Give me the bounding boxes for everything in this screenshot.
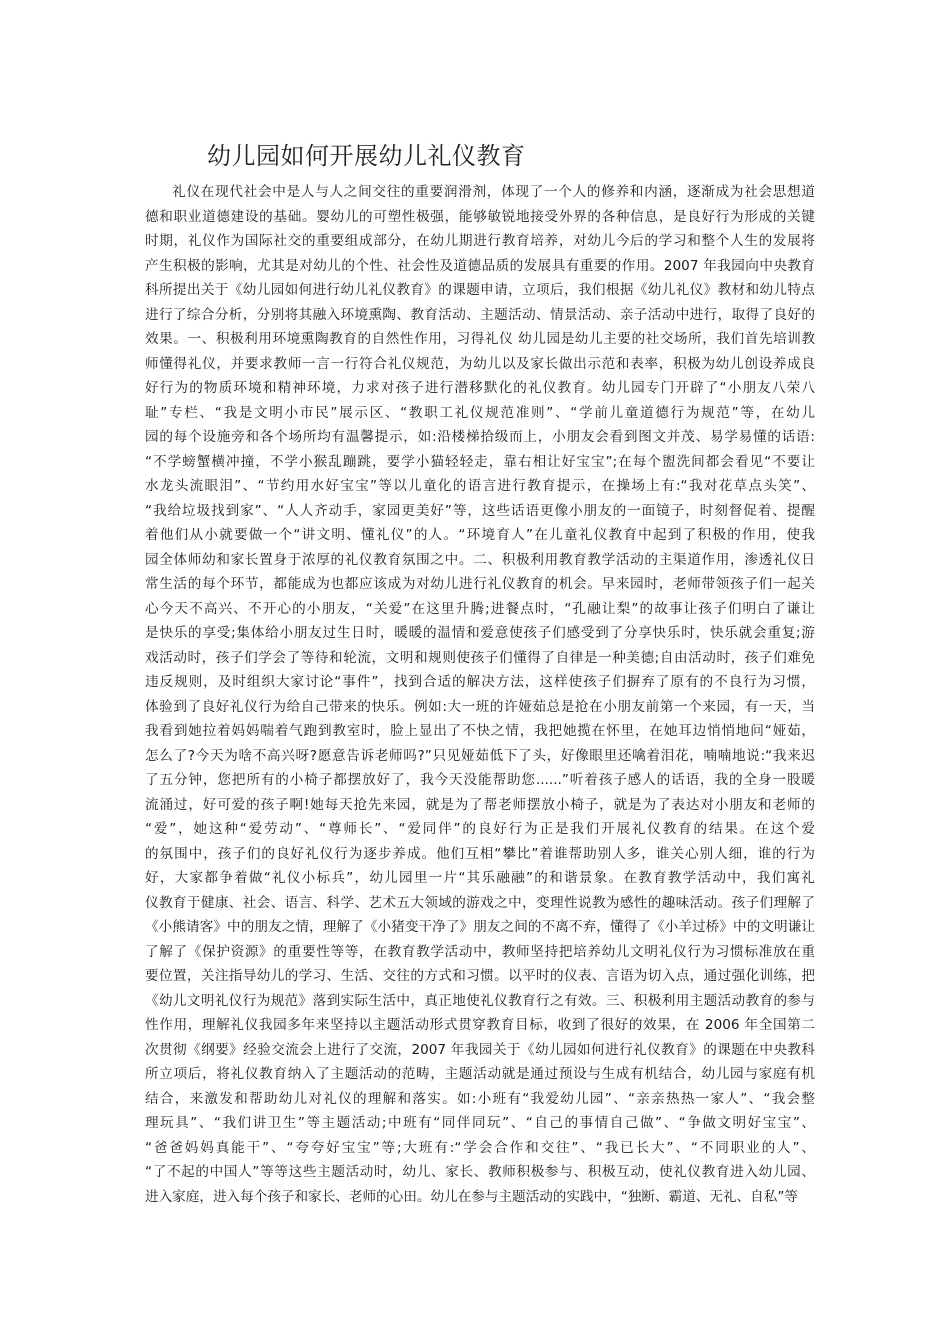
body-text-line: 戏活动时，孩子们学会了等待和轮流，文明和规则使孩子们懂得了自律是一种美德;自由活动时，孩子们难免 [145, 649, 815, 666]
body-text-line: 结合，来激发和帮助幼儿对礼仪的理解和落实。如:小班有“我爱幼儿园”、“亲亲热热一家人”、“我会整 [145, 1090, 815, 1107]
body-text-line: 体验到了良好礼仪行为给自己带来的快乐。例如:大一班的许娅茹总是抢在小朋友前第一个来园，有一天，当 [145, 698, 815, 715]
body-text-line: 仪教育于健康、社会、语言、科学、艺术五大领域的游戏之中，变理性说教为感性的趣味活动。孩子们理解了 [145, 894, 815, 911]
body-text-line: “爸爸妈妈真能干”、“夸夸好宝宝”等;大班有:“学会合作和交往”、“我已长大”、“不同职业的人”、 [145, 1139, 815, 1156]
body-text-line: “了不起的中国人”等等这些主题活动时，幼儿、家长、教师积极参与、积极互动，使礼仪教育进入幼儿园、 [145, 1164, 815, 1180]
body-text-line: 师懂得礼仪，并要求教师一言一行符合礼仪规范，为幼儿以及家长做出示范和表率，积极为幼儿创设养成良 [145, 355, 815, 372]
body-text-line: 耻”专栏、“我是文明小市民”展示区、“教职工礼仪规范准则”、“学前儿童道德行为规范”等，在幼儿 [145, 404, 815, 421]
body-text-line: 怎么了?今天为啥不高兴呀?愿意告诉老师吗?”只见娅茹低下了头，好像眼里还噙着泪花，喃喃地说:“我来迟 [145, 747, 815, 764]
body-text-line: 水龙头流眼泪”、“节约用水好宝宝”等以儿童化的语言进行教育提示，在操场上有:“我对花草点头笑”、 [145, 478, 815, 494]
body-text-line: 常生活的每个环节，都能成为也都应该成为对幼儿进行礼仪教育的机会。早来园时，老师带领孩子们一起关 [145, 576, 815, 592]
body-text-line: 进行了综合分析，分别将其融入环境熏陶、教育活动、主题活动、情景活动、亲子活动中进行，取得了良好的 [145, 306, 815, 323]
body-text-line: 好，大家都争着做“礼仪小标兵”，幼儿园里一片“其乐融融”的和谐景象。在教育教学活动中，我们寓礼 [145, 870, 815, 886]
body-text-line: 性作用，理解礼仪我园多年来坚持以主题活动形式贯穿教育目标，收到了很好的效果，在 2006 年全国第二 [145, 1017, 815, 1033]
document-body [145, 180, 815, 1209]
body-text-line: “不学螃蟹横冲撞，不学小猴乱蹦跳，要学小猫轻轻走，靠右相让好宝宝”;在每个盥洗间都会看见“不要让 [145, 453, 815, 470]
body-text-line: 《小熊请客》中的朋友之情，理解了《小猪变干净了》朋友之间的不离不弃，懂得了《小羊过桥》中的文明谦让 [145, 919, 815, 935]
body-text-line: 流涌过，好可爱的孩子啊!她每天抢先来园，就是为了帮老师摆放小椅子，就是为了表达对小朋友和老师的 [145, 796, 815, 813]
body-text-line: 礼仪在现代社会中是人与人之间交往的重要润滑剂，体现了一个人的修养和内涵，逐渐成为社会思想道 [172, 184, 815, 200]
body-text-line: 好行为的物质环境和精神环境，力求对孩子进行潜移默化的礼仪教育。幼儿园专门开辟了“小朋友八荣八 [145, 380, 815, 396]
body-text-line: 园全体师幼和家长置身于浓厚的礼仪教育氛围之中。二、积极利用教育教学活动的主渠道作用，渗透礼仪日 [145, 551, 815, 568]
body-text-line: 科所提出关于《幼儿园如何进行幼儿礼仪教育》的课题申请，立项后，我们根据《幼儿礼仪》教材和幼儿特点 [145, 282, 815, 298]
body-text-line: 着他们从小就要做一个“讲文明、懂礼仪”的人。“环境育人”在儿童礼仪教育中起到了积极的作用，使我 [145, 527, 815, 543]
body-text-line: 是快乐的享受;集体给小朋友过生日时，暖暖的温情和爱意使孩子们感受到了分享快乐时，快乐就会重复;游 [145, 625, 815, 641]
body-text-line: 了解了《保护资源》的重要性等等，在教育教学活动中，教师坚持把培养幼儿文明礼仪行为习惯标准放在重 [145, 943, 815, 960]
body-text-line: 进入家庭，进入每个孩子和家长、老师的心田。幼儿在参与主题活动的实践中，“独断、霸道、无礼、自私”等 [145, 1188, 798, 1205]
body-text-line: 的氛围中，孩子们的良好礼仪行为逐步养成。他们互相“攀比”着谁帮助别人多，谁关心别人细，谁的行为 [145, 845, 815, 862]
body-text-line: 心今天不高兴、不开心的小朋友，“关爱”在这里升腾;进餐点时，“孔融让梨”的故事让孩子们明白了谦让 [145, 600, 815, 617]
document-title: 幼儿园如何开展幼儿礼仪教育 [207, 142, 526, 170]
body-text-line: 产生积极的影响，尤其是对幼儿的个性、社会性及道德品质的发展具有重要的作用。2007 年我园向中央教育 [145, 257, 815, 274]
body-text-line: 次贯彻《纲要》经验交流会上进行了交流，2007 年我园关于《幼儿园如何进行礼仪教育》的课题在中央教科 [145, 1041, 815, 1058]
body-text-line: 了五分钟，您把所有的小椅子都摆放好了，我今天没能帮助您......”听着孩子感人的话语，我的全身一股暖 [145, 772, 815, 788]
body-text-line: 德和职业道德建设的基础。婴幼儿的可塑性极强，能够敏锐地接受外界的各种信息，是良好行为形成的关键 [145, 208, 815, 225]
body-text-line: “我给垃圾找到家”、“人人齐动手，家园更美好”等，这些话语更像小朋友的一面镜子，时刻督促着、提醒 [145, 502, 815, 519]
body-text-line: 理玩具”、“我们讲卫生”等主题活动;中班有“同伴同玩”、“自己的事情自己做”、“争做文明好宝宝”、 [145, 1115, 815, 1131]
body-text-line: 《幼儿文明礼仪行为规范》落到实际生活中，真正地使礼仪教育行之有效。三、积极利用主题活动教育的参与 [145, 992, 815, 1009]
body-text-line: 违反规则，及时组织大家讨论“事件”，找到合适的解决方法，这样使孩子们摒弃了原有的不良行为习惯， [145, 674, 815, 690]
body-text-line: 园的每个设施旁和各个场所均有温馨提示，如:沿楼梯拾级而上，小朋友会看到图文并茂、易学易懂的话语: [145, 429, 815, 445]
body-text-line: 所立项后，将礼仪教育纳入了主题活动的范畴，主题活动就是通过预设与生成有机结合，幼儿园与家庭有机 [145, 1066, 815, 1082]
body-text-line: “爱”，她这种“爱劳动”、“尊师长”、“爱同伴”的良好行为正是我们开展礼仪教育的结果。在这个爱 [145, 821, 815, 837]
body-text-line: 要位置，关注指导幼儿的学习、生活、交往的方式和习惯。以平时的仪表、言语为切入点，通过强化训练，把 [145, 968, 815, 984]
body-text-line: 效果。一、积极利用环境熏陶教育的自然性作用，习得礼仪 幼儿园是幼儿主要的社交场所，我们首先培训教 [145, 331, 815, 347]
body-text-line: 我看到她拉着妈妈喘着气跑到教室时，脸上显出了不快之情，我把她揽在怀里，在她耳边悄悄地问“娅茹， [145, 723, 815, 739]
body-text-line: 时期，礼仪作为国际社交的重要组成部分，在幼儿期进行教育培养，对幼儿今后的学习和整个人生的发展将 [145, 233, 815, 249]
